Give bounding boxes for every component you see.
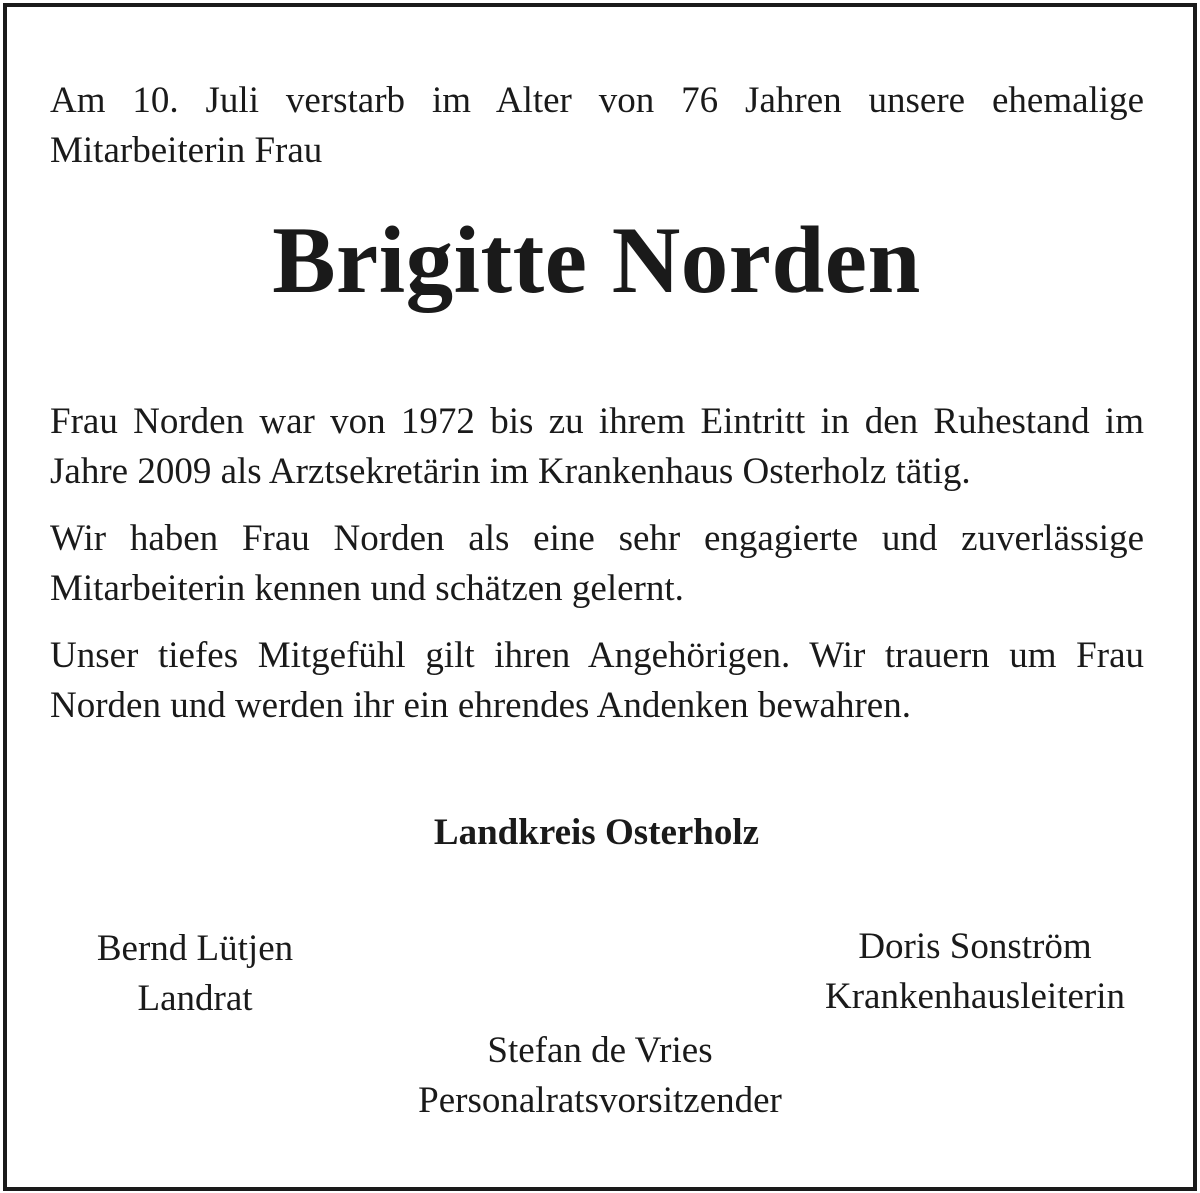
paragraph-condolence: Unser tiefes Mitgefühl gilt ihren Angehörigen. Wir trauern um Frau Norden und werden ihr ein ehrendes Andenken bewahren. bbox=[50, 635, 1144, 726]
signatory-role: Krankenhausleiterin bbox=[825, 976, 1125, 1017]
paragraph-career: Frau Norden war von 1972 bis zu ihrem Eintritt in den Ruhestand im Jahre 2009 als Arztsekretärin im Krankenhaus Osterholz tätig. bbox=[50, 401, 1144, 492]
signatory-landrat bbox=[60, 924, 330, 1024]
organization-name: Landkreis Osterholz bbox=[433, 812, 760, 853]
paragraph-appreciation: Wir haben Frau Norden als eine sehr engagierte und zuverlässige Mitarbeiterin kennen und schätzen gelernt. bbox=[50, 518, 1144, 609]
signatory-hospital-director bbox=[790, 922, 1160, 1022]
signatory-name: Bernd Lütjen bbox=[96, 928, 294, 969]
signatory-name: Stefan de Vries bbox=[487, 1030, 713, 1071]
intro-text: Am 10. Juli verstarb im Alter von 76 Jahren unsere ehemalige Mitarbeiterin Frau bbox=[50, 80, 1144, 171]
signatory-role: Landrat bbox=[137, 978, 253, 1019]
signatory-name: Doris Sonström bbox=[858, 926, 1092, 967]
signatory-staff-council bbox=[350, 1026, 850, 1126]
signatory-role: Personalratsvorsitzender bbox=[418, 1080, 782, 1121]
deceased-name: Brigitte Norden bbox=[272, 207, 921, 313]
